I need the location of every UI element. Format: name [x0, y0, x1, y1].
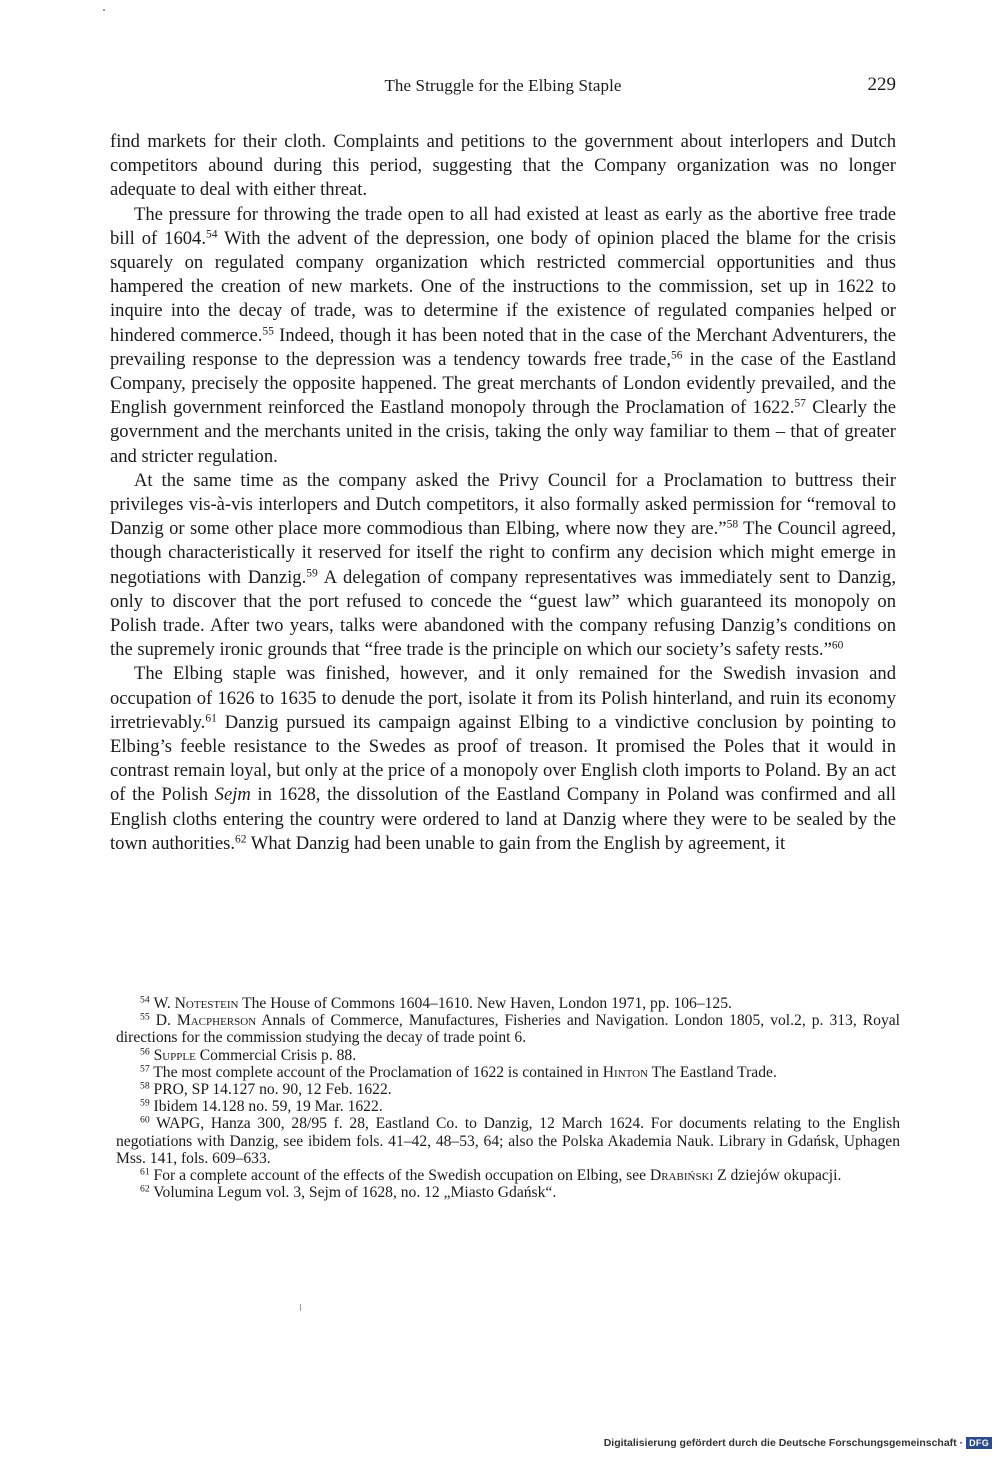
footnote [116, 995, 900, 1012]
footnote-number: 59 [140, 1097, 150, 1109]
paragraph [110, 469, 896, 663]
footnote-ref: 61 [205, 712, 217, 725]
text-run: The Elbing staple was finished, however, and it only remained for the Swedish invasion and occupation of 1626 to 1635 to denude the port, isolate it from its Polish hinterland, and ruin its economy irretrievably. [110, 663, 896, 733]
footnote-number: 56 [140, 1046, 150, 1058]
footnote-text: Ibidem 14.128 no. 59, 19 Mar. 1622. [149, 1098, 383, 1116]
footnote-author: Supple [153, 1046, 196, 1064]
dfg-logo: DFG [966, 1437, 992, 1449]
digitization-credit [604, 1436, 992, 1450]
footnote-number: 62 [140, 1183, 150, 1195]
footnote-number: 58 [140, 1080, 150, 1092]
text-run: With the advent of the depression, one body of opinion placed the blame for the crisis squarely on regulated company organization which restricted commercial opportunities and thus hampered the creation of new markets. One of the instructions to the commission, set up in 1622 to inquire into the decay of trade, was to determine if the existence of regulated companies helped or hindered commerce. [110, 227, 897, 346]
footnote [116, 1115, 900, 1167]
text-run: in the case of the Eastland Company, precisely the opposite happened. The great merchants of London evidently prevailed, and the English government reinforced the Eastland monopoly through the Proclamation of 1622. [110, 348, 896, 419]
footnote-author: Drabiński [649, 1167, 714, 1185]
footnote-text: The most complete account of the Proclamation of 1622 is contained in [149, 1063, 603, 1081]
footnote-author: W. Notestein [153, 995, 239, 1012]
running-title: The Struggle for the Elbing Staple [384, 76, 622, 95]
text-run: Danzig pursued its campaign against Elbing to a vindictive conclusion by pointing to Elbing’s feeble resistance to the Swedes as proof of treason. It promised the Poles that it would in contrast remain loyal, but only at the price of a monopoly over English cloth imports to Poland. By an act of the Polish [110, 711, 896, 806]
page-number: 229 [867, 74, 896, 95]
body-text [110, 130, 896, 856]
scan-speck [103, 9, 105, 11]
footnote-ref: 54 [206, 228, 218, 241]
footnote-text: PRO, SP 14.127 no. 90, 12 Feb. 1622. [149, 1081, 392, 1099]
footnote-ref: 59 [306, 567, 318, 580]
credit-text: Digitalisierung gefördert durch die Deutsche Forschungsgemeinschaft · [603, 1437, 964, 1449]
footnote-ref: 60 [831, 639, 844, 652]
footnote [116, 1098, 900, 1115]
text-run: A delegation of company representatives was immediately sent to Danzig, only to discover that the port refused to concede the “guest law” which guaranteed its monopoly on Polish trade. After two years, talks were abandoned with the company refusing Danzig’s conditions on the supremely ironic grounds that “free trade is the principle on which our society’s safety rests.” [110, 566, 896, 661]
footnote-text: The Eastland Trade. [648, 1063, 777, 1081]
text-run: What Danzig had been unable to gain from the English by agreement, it [246, 832, 786, 854]
footnote-number: 54 [140, 994, 150, 1006]
footnote-text: WAPG, Hanza 300, 28/95 f. 28, Eastland Co. to Danzig, 12 March 1624. For documents relating to the English negotiations with Danzig, see ibidem fols. 41–42, 48–53, 64; also the Polska Akademia Nauk. Library in Gdańsk, Uphagen Mss. 141, fols. 609–633. [116, 1115, 900, 1167]
footnote [116, 1184, 900, 1201]
footnote-text: For a complete account of the effects of the Swedish occupation on Elbing, see [149, 1167, 650, 1185]
footnote-number: 55 [140, 1011, 150, 1023]
footnote [116, 1167, 900, 1184]
footnote-author: D. Macpherson [155, 1012, 257, 1030]
footnote-ref: 58 [726, 518, 739, 531]
footnote-number: 61 [140, 1166, 150, 1178]
text-run: The Council agreed, though characteristically it reserved for itself the right to confirm any decision which might emerge in negotiations with Danzig. [110, 518, 897, 588]
text-run: The pressure for throwing the trade open to all had existed at least as early as the abortive free trade bill of 1604. [110, 203, 896, 249]
footnote-ref: 57 [794, 397, 806, 410]
footnote-text: Volumina Legum vol. 3, Sejm of 1628, no. 12 „Miasto Gdańsk“. [149, 1184, 557, 1202]
footnote [116, 1064, 900, 1081]
italic-term: Sejm [214, 784, 251, 806]
footnote-text: Annals of Commerce, Manufactures, Fisheries and Navigation. London 1805, vol.2, p. 313, Royal directions for the commission studying the decay of trade point 6. [116, 1012, 901, 1047]
paragraph [110, 203, 896, 469]
scan-speck [300, 1304, 301, 1311]
footnote-text: Commercial Crisis p. 88. [195, 1046, 357, 1064]
footnote-ref: 62 [234, 833, 247, 846]
footnote-text: Z dziejów okupacji. [713, 1167, 842, 1185]
footnote [116, 1047, 900, 1064]
text-run: Indeed, though it has been noted that in the case of the Merchant Adventurers, the prevailing response to the depression was a tendency towards free trade, [110, 324, 896, 370]
text-run: Clearly the government and the merchants united in the crisis, taking the only way familiar to them – that of greater and stricter regulation. [110, 397, 896, 467]
paragraph [110, 662, 896, 856]
footnote [116, 1012, 900, 1046]
text-run: At the same time as the company asked the Privy Council for a Proclamation to buttress their privileges vis-à-vis interlopers and Dutch competitors, it also formally asked permission for “removal to Danzig or some other place more commodious than Elbing, where now they are.” [110, 469, 896, 540]
footnote-ref: 55 [262, 325, 274, 338]
text-run: in 1628, the dissolution of the Eastland Company in Poland was confirmed and all English cloths entering the country were ordered to land at Danzig where they were to be sealed by the town authorities. [110, 784, 896, 854]
footnotes [116, 995, 900, 1201]
footnote-number: 60 [140, 1115, 150, 1127]
footnote-number: 57 [140, 1063, 150, 1075]
footnote [116, 1081, 900, 1098]
running-head [110, 76, 896, 100]
footnote-author: Hinton [602, 1063, 649, 1081]
paragraph: find markets for their cloth. Complaints and petitions to the government about interlopers and Dutch competitors abound during this period, suggesting that the Company organization was no longer adequate to deal with either threat. [110, 131, 896, 201]
footnote-ref: 56 [671, 349, 683, 362]
footnote-text: The House of Commons 1604–1610. New Haven, London 1971, pp. 106–125. [238, 995, 732, 1012]
